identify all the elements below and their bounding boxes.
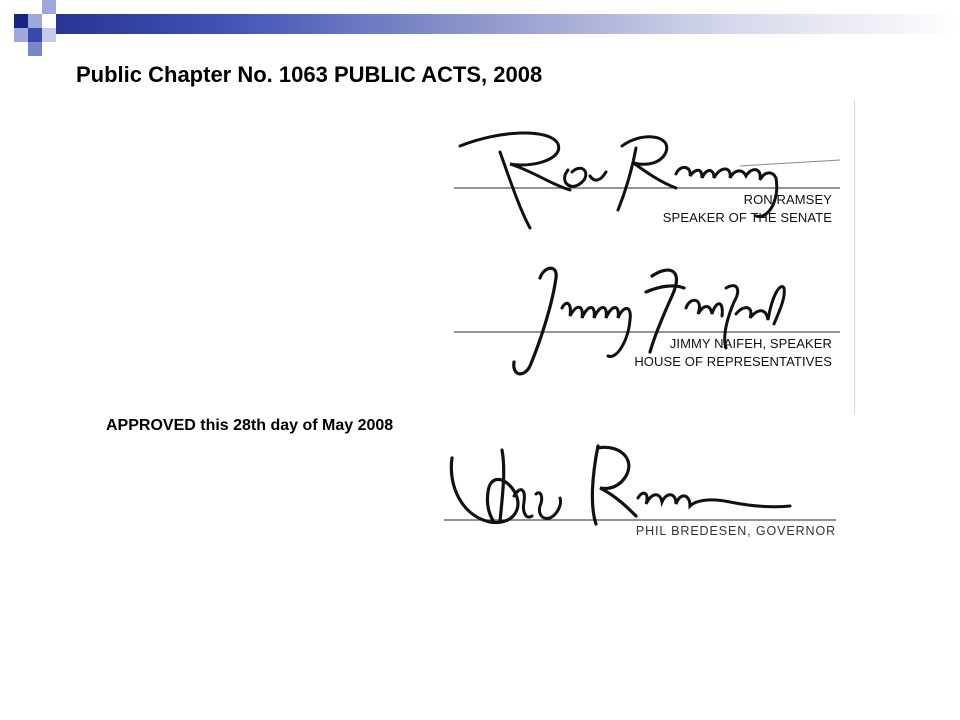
header-square-light bbox=[14, 28, 28, 42]
header-square-light bbox=[42, 0, 56, 14]
approval-statement: APPROVED this 28th day of May 2008 bbox=[106, 417, 394, 434]
house-signatory-title: HOUSE OF REPRESENTATIVES bbox=[634, 354, 832, 369]
header-square-light bbox=[28, 14, 42, 28]
header-gradient-bar bbox=[56, 14, 960, 34]
header-square-mid bbox=[28, 42, 42, 56]
senate-signatory-title: SPEAKER OF THE SENATE bbox=[662, 210, 832, 225]
senate-signatory-name: RON RAMSEY bbox=[743, 192, 832, 207]
governor-signature-block bbox=[440, 436, 840, 546]
header-square-dark bbox=[14, 14, 28, 28]
house-signature-block bbox=[440, 256, 850, 386]
signature-panel-border bbox=[854, 100, 855, 414]
page-title: Public Chapter No. 1063 PUBLIC ACTS, 2008 bbox=[76, 62, 543, 87]
governor-signatory-caption: PHIL BREDESEN, GOVERNOR bbox=[635, 524, 836, 538]
header-square-light bbox=[42, 28, 56, 42]
senate-signature-block bbox=[440, 120, 850, 240]
header-square-mid bbox=[28, 28, 42, 42]
header-decoration bbox=[0, 0, 960, 48]
house-signatory-name: JIMMY NAIFEH, SPEAKER bbox=[669, 336, 832, 351]
